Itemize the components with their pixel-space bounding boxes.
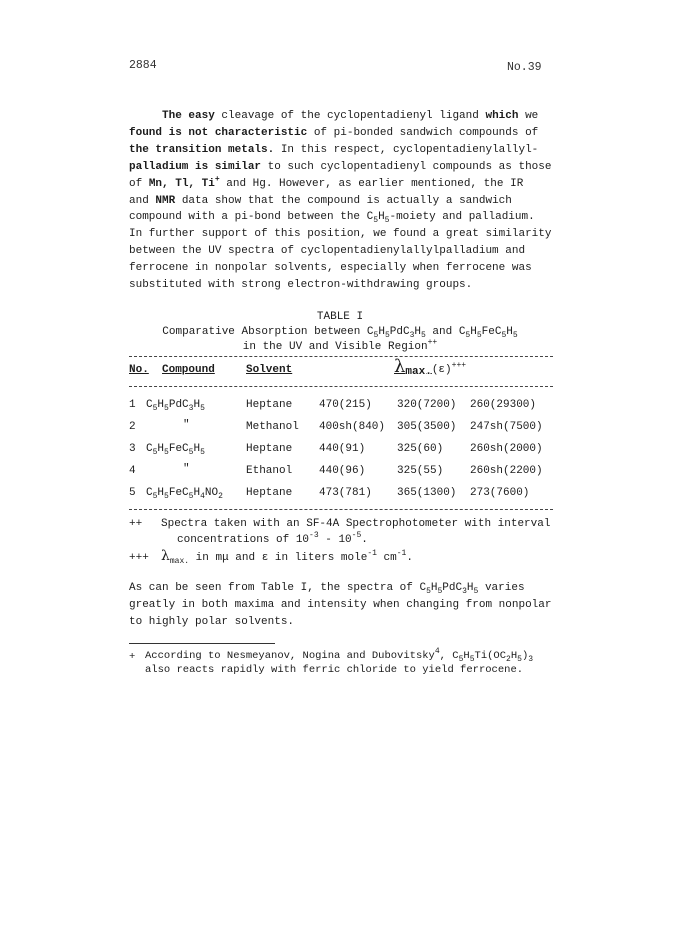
cell-lambda-1: 440(96) — [319, 465, 366, 477]
paragraph-line: The easy cleavage of the cyclopentadienyl ligand which we — [162, 110, 539, 122]
cell-compound: $C_5H_5FeC_5H_5$ — [146, 443, 205, 457]
table-footnote-ppp-text: $\lambda_{max.}$ in mμ and ε in liters mole$^{-1}$ $cm^{-1}$. — [161, 548, 413, 566]
cell-lambda-3: 260sh(2200) — [470, 465, 543, 477]
table-caption-line-2: in the UV and Visible Region++ — [242, 338, 438, 353]
cell-solvent: Ethanol — [246, 465, 293, 477]
cell-no: 5 — [129, 487, 136, 499]
lambda-symbol: λ — [394, 356, 406, 377]
cell-solvent: Heptane — [246, 443, 293, 455]
cell-no: 1 — [129, 399, 136, 411]
paragraph-line: greatly in both maxima and intensity when changing from nonpolar — [129, 598, 552, 611]
footnote-marker: + — [129, 651, 136, 663]
cell-compound: " — [183, 463, 190, 475]
body-paragraph-1 — [129, 108, 552, 294]
cell-no: 2 — [129, 421, 136, 433]
cell-lambda-2: 325(55) — [397, 465, 444, 477]
table-header-rule — [129, 386, 553, 387]
cell-lambda-1: 400sh(840) — [319, 421, 386, 433]
paragraph-line: substituted with strong electron-withdrawing groups. — [129, 279, 473, 292]
paragraph-line: As can be seen from Table I, the spectra of $C_5H_5PdC_3H_5$ varies — [129, 582, 525, 596]
cell-solvent: Heptane — [246, 487, 293, 499]
footnote-separator — [129, 643, 275, 644]
lambda-epsilon-label: (ε)+++ — [431, 361, 467, 376]
paragraph-line: between the UV spectra of cyclopentadienylallylpalladium and — [129, 245, 526, 258]
paragraph-line: In further support of this position, we found a great similarity — [129, 228, 552, 241]
header-solvent: Solvent — [246, 364, 293, 376]
cell-compound: $C_5H_5PdC_3H_5$ — [146, 399, 205, 413]
cell-lambda-1: 473(781) — [319, 487, 372, 499]
cell-lambda-3: 247sh(7500) — [470, 421, 543, 433]
cell-lambda-1: 440(91) — [319, 443, 366, 455]
cell-lambda-3: 260(29300) — [470, 399, 537, 411]
cell-no: 3 — [129, 443, 136, 455]
table-footnote-marker-ppp: +++ — [129, 552, 149, 564]
table-footnote-marker-pp: ++ — [129, 518, 143, 530]
cell-solvent: Heptane — [246, 399, 293, 411]
cell-lambda-2: 320(7200) — [397, 399, 457, 411]
cell-no: 4 — [129, 465, 136, 477]
cell-lambda-2: 305(3500) — [397, 421, 457, 433]
header-no: No. — [129, 364, 149, 376]
paragraph-line: palladium is similar to such cyclopentadienyl compounds as those — [129, 160, 552, 173]
header-compound: Compound — [162, 364, 215, 376]
paragraph-line: the transition metals. In this respect, cyclopentadienylallyl- — [129, 143, 539, 156]
table-caption-line-1: Comparative Absorption between $C_5H_5PdC_3H_5$ and $C_5H_5FeC_5H_5$ — [162, 326, 518, 340]
cell-lambda-2: 325(60) — [397, 443, 444, 455]
footnote-line-2: also reacts rapidly with ferric chloride to yield ferrocene. — [145, 664, 524, 676]
table-footnote-pp-line-2: concentrations of $10^{-3} - 10^{-5}$. — [177, 531, 368, 546]
cell-compound: " — [183, 419, 190, 431]
table-footnote-pp-line-1: Spectra taken with an SF-4A Spectrophotometer with interval — [161, 518, 551, 530]
body-paragraph-2 — [129, 580, 552, 631]
cell-lambda-3: 273(7600) — [470, 487, 530, 499]
table-label: TABLE I — [316, 311, 364, 323]
table-top-rule — [129, 356, 553, 357]
cell-lambda-2: 365(1300) — [397, 487, 457, 499]
header-lambda-max — [394, 356, 466, 377]
paragraph-line: compound with a pi-bond between the $C_5H_5$-moiety and palladium. — [129, 211, 535, 226]
cell-solvent: Methanol — [246, 421, 299, 433]
paragraph-line: ferrocene in nonpolar solvents, especially when ferrocene was — [129, 262, 532, 275]
paragraph-line: found is not characteristic of pi-bonded sandwich compounds of — [129, 126, 539, 139]
table-bottom-rule — [129, 509, 553, 510]
cell-lambda-3: 260sh(2000) — [470, 443, 543, 455]
page-number: 2884 — [129, 59, 157, 72]
lambda-max-label: max. — [405, 366, 432, 378]
paragraph-line: and NMR data show that the compound is actually a sandwich — [129, 194, 512, 207]
cell-compound: $C_5H_5FeC_5H_4NO_2$ — [146, 487, 223, 501]
cell-lambda-1: 470(215) — [319, 399, 372, 411]
paragraph-line: to highly polar solvents. — [129, 615, 295, 628]
footnote-line-1: According to Nesmeyanov, Nogina and Dubovitsky$^4$, $C_5H_5Ti(OC_2H_5)_3$ — [145, 647, 534, 664]
issue-number: No.39 — [507, 61, 542, 74]
paragraph-line: of Mn, Tl, Ti+ and Hg. However, as earlier mentioned, the IR — [129, 174, 524, 190]
